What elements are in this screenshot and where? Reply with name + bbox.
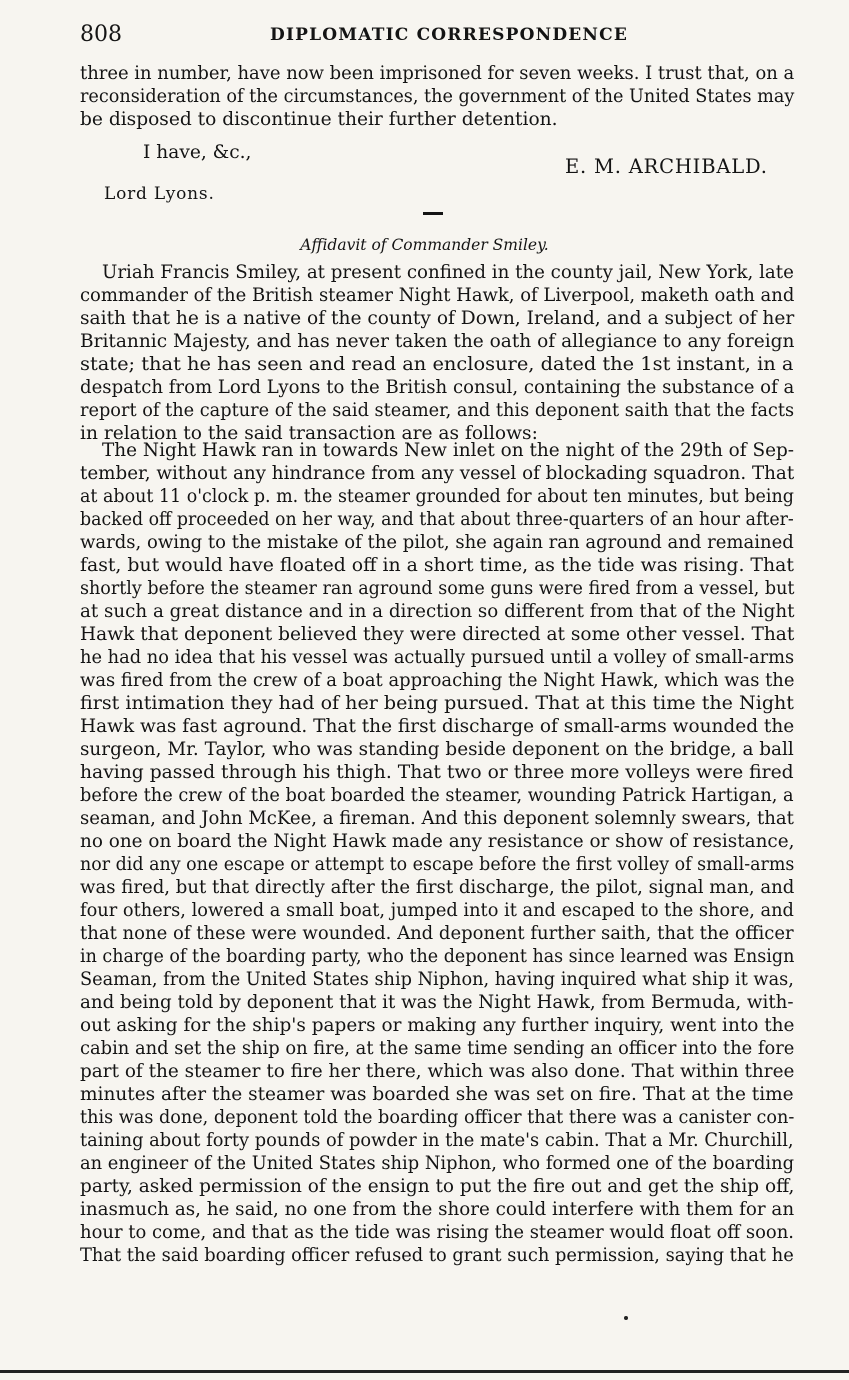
section-divider xyxy=(423,212,443,215)
text-line: backed off proceeded on her way, and that about three-quarters of an hour after- xyxy=(80,509,794,530)
text-line: surgeon, Mr. Taylor, who was standing beside deponent on the bridge, a ball xyxy=(80,739,794,760)
text-line: Hawk was fast aground. That the first discharge of small-arms wounded the xyxy=(80,716,795,737)
text-line: Seaman, from the United States ship Niphon, having inquired what ship it was, xyxy=(80,969,794,990)
signature: E. M. ARCHIBALD. xyxy=(565,155,768,178)
text-line: The Night Hawk ran in towards New inlet on the night of the 29th of Sep- xyxy=(102,440,795,461)
text-line: nor did any one escape or attempt to escape before the first volley of small-arms xyxy=(80,854,795,875)
text-line: report of the capture of the said steamer, and this deponent saith that the facts xyxy=(80,400,795,421)
text-line: despatch from Lord Lyons to the British consul, containing the substance of a xyxy=(80,377,795,398)
text-line: at about 11 o'clock p. m. the steamer grounded for about ten minutes, but being xyxy=(80,486,794,507)
text-line: out asking for the ship's papers or making any further inquiry, went into the xyxy=(80,1015,795,1036)
text-line: that none of these were wounded. And deponent further saith, that the officer xyxy=(80,923,794,944)
text-line: in relation to the said transaction are as follows: xyxy=(80,423,538,444)
running-head: DIPLOMATIC CORRESPONDENCE xyxy=(270,25,629,45)
page-header xyxy=(80,22,794,52)
text-line: having passed through his thigh. That two or three more volleys were fired xyxy=(80,762,794,783)
text-line: wards, owing to the mistake of the pilot, she again ran aground and remained xyxy=(80,532,794,553)
section-title: Affidavit of Commander Smiley. xyxy=(300,236,549,254)
text-line: saith that he is a native of the county of Down, Ireland, and a subject of her xyxy=(80,308,795,329)
text-line: Uriah Francis Smiley, at present confined in the county jail, New York, late xyxy=(102,262,794,283)
text-line: That the said boarding officer refused to grant such permission, saying that he xyxy=(80,1245,794,1266)
text-line: be disposed to discontinue their further detention. xyxy=(80,109,558,130)
page-number: 808 xyxy=(80,22,122,47)
text-line: reconsideration of the circumstances, the government of the United States may xyxy=(80,86,795,107)
text-line: first intimation they had of her being pursued. That at this time the Night xyxy=(80,693,794,714)
print-speck xyxy=(624,1316,628,1320)
text-line: four others, lowered a small boat, jumped into it and escaped to the shore, and xyxy=(80,900,794,921)
salutation: I have, &c., xyxy=(143,142,252,163)
text-line: inasmuch as, he said, no one from the shore could interfere with them for an xyxy=(80,1199,795,1220)
text-line: he had no idea that his vessel was actually pursued until a volley of small-arms xyxy=(80,647,795,668)
text-line: this was done, deponent told the boarding officer that there was a canister con- xyxy=(80,1107,795,1128)
text-line: an engineer of the United States ship Niphon, who formed one of the boarding xyxy=(80,1153,795,1174)
text-line: no one on board the Night Hawk made any resistance or show of resistance, xyxy=(80,831,795,852)
text-line: was fired, but that directly after the first discharge, the pilot, signal man, and xyxy=(80,877,795,898)
text-line: in charge of the boarding party, who the deponent has since learned was Ensign xyxy=(80,946,795,967)
page-bottom-rule xyxy=(0,1370,849,1373)
text-line: seaman, and John McKee, a fireman. And this deponent solemnly swears, that xyxy=(80,808,794,829)
text-line: at such a great distance and in a direction so different from that of the Night xyxy=(80,601,795,622)
text-line: Hawk that deponent believed they were directed at some other vessel. That xyxy=(80,624,795,645)
text-line: minutes after the steamer was boarded she was set on fire. That at the time xyxy=(80,1084,794,1105)
addressee: Lord Lyons. xyxy=(104,184,215,204)
text-line: state; that he has seen and read an enclosure, dated the 1st instant, in a xyxy=(80,354,794,375)
text-line: before the crew of the boat boarded the steamer, wounding Patrick Hartigan, a xyxy=(80,785,794,806)
text-line: part of the steamer to fire her there, which was also done. That within three xyxy=(80,1061,795,1082)
text-line: hour to come, and that as the tide was rising the steamer would float off soon. xyxy=(80,1222,795,1243)
text-line: tember, without any hindrance from any vessel of blockading squadron. That xyxy=(80,463,795,484)
text-line: was fired from the crew of a boat approaching the Night Hawk, which was the xyxy=(80,670,795,691)
text-line: commander of the British steamer Night Hawk, of Liverpool, maketh oath and xyxy=(80,285,795,306)
text-line: taining about forty pounds of powder in the mate's cabin. That a Mr. Churchill, xyxy=(80,1130,794,1151)
text-line: party, asked permission of the ensign to put the fire out and get the ship off, xyxy=(80,1176,795,1197)
text-line: cabin and set the ship on fire, at the same time sending an officer into the fore xyxy=(80,1038,795,1059)
text-line: fast, but would have floated off in a short time, as the tide was rising. That xyxy=(80,555,794,576)
text-line: Britannic Majesty, and has never taken the oath of allegiance to any foreign xyxy=(80,331,795,352)
text-line: shortly before the steamer ran aground some guns were fired from a vessel, but xyxy=(80,578,795,599)
text-line: three in number, have now been imprisoned for seven weeks. I trust that, on a xyxy=(80,63,795,84)
text-line: and being told by deponent that it was the Night Hawk, from Bermuda, with- xyxy=(80,992,794,1013)
